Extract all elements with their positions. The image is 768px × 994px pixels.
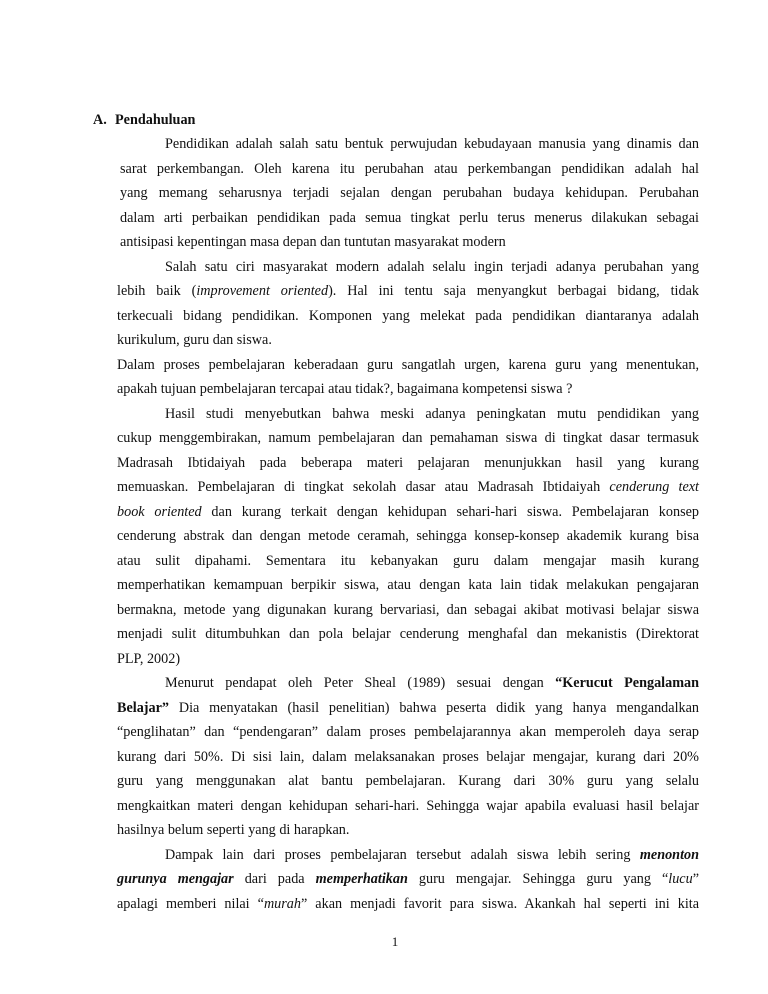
text-line: hasilnya belum seperti yang di harapkan.: [117, 822, 350, 838]
text-line: yang memang seharusnya terjadi sejalan dengan perubahan budaya kehidupan. Perubahan: [120, 185, 699, 201]
section-heading: [93, 110, 195, 130]
text-line: apakah tujuan pembelajaran tercapai atau tidak?, bagaimana kompetensi siswa ?: [117, 381, 573, 397]
text-line: kurikulum, guru dan siswa.: [117, 332, 272, 348]
text-run: ” akan menjadi favorit para siswa. Akankah hal seperti ini kita: [301, 895, 699, 912]
text-line: Salah satu ciri masyarakat modern adalah selalu ingin terjadi adanya perubahan yang: [165, 258, 699, 275]
text-run: guru mengajar. Sehingga guru yang “: [407, 871, 669, 887]
italic-term: cenderung text: [609, 479, 699, 495]
bold-italic-term: menonton: [639, 846, 699, 863]
text-line: [117, 869, 699, 889]
text-line: guru yang menggunakan alat bantu pembelajaran. Kurang dari 30% guru yang selalu: [117, 773, 699, 789]
text-line: memperhatikan kemampuan berpikir siswa, atau dengan kata lain tidak melakukan pengajaran: [117, 577, 699, 593]
text-line: [117, 502, 699, 522]
text-run: apalagi memberi nilai “: [117, 895, 264, 912]
bold-italic-term: memperhatikan: [315, 871, 408, 887]
text-line: [117, 477, 699, 497]
italic-term: improvement oriented: [196, 283, 329, 299]
text-line: menjadi sulit ditumbuhkan dan pola belajar cenderung menghafal dan mekanistis (Direktorat: [117, 626, 699, 642]
text-run: dan kurang terkait dengan kehidupan sehari-hari siswa. Pembelajaran konsep: [201, 503, 699, 520]
text-line: terkecuali bidang pendidikan. Komponen yang melekat pada pendidikan diantaranya adalah: [117, 307, 699, 324]
text-line: [117, 698, 699, 718]
text-line: PLP, 2002): [117, 650, 181, 667]
text-line: sarat perkembangan. Oleh karena itu perubahan atau perkembangan pendidikan adalah hal: [120, 160, 699, 177]
text-run: Menurut pendapat oleh Peter Sheal (1989) sesuai dengan: [165, 675, 556, 691]
text-line: [165, 673, 699, 693]
text-run: lebih baik (: [117, 283, 197, 299]
bold-term: “Kerucut Pengalaman: [555, 675, 700, 691]
text-run: ). Hal ini tentu saja menyangkut berbagai bidang, tidak: [328, 283, 699, 299]
text-run: memuaskan. Pembelajaran di tingkat sekolah dasar atau Madrasah Ibtidaiyah: [117, 479, 610, 495]
text-line: [117, 894, 699, 914]
bold-term: Belajar”: [117, 699, 170, 716]
text-line: antisipasi kepentingan masa depan dan tuntutan masyarakat modern: [120, 234, 506, 250]
text-line: cukup menggembirakan, namum pembelajaran dan pemahaman siswa di tingkat dasar termasuk: [117, 430, 699, 446]
text-line: Pendidikan adalah salah satu bentuk perwujudan kebudayaan manusia yang dinamis dan: [165, 136, 699, 152]
text-run: ”: [692, 871, 700, 887]
text-line: Madrasah Ibtidaiyah pada beberapa materi pelajaran menunjukkan hasil yang kurang: [117, 454, 699, 471]
text-line: mengkaitkan materi dengan kehidupan sehari-hari. Sehingga wajar apabila evaluasi hasil belajar: [117, 797, 699, 814]
text-line: [117, 281, 699, 301]
text-line: atau sulit dipahami. Sementara itu kebanyakan guru dalam mengajar masih kurang: [117, 552, 699, 569]
italic-term: murah: [263, 895, 301, 912]
text-line: [165, 845, 699, 865]
section-number: A.: [93, 112, 107, 128]
section-title: Pendahuluan: [115, 112, 196, 128]
text-run: dari pada: [233, 871, 316, 887]
text-run: Dampak lain dari proses pembelajaran tersebut adalah siswa lebih sering: [165, 846, 640, 863]
text-line: cenderung abstrak dan dengan metode ceramah, sehingga konsep-konsep akademik kurang bisa: [117, 528, 699, 544]
text-line: Hasil studi menyebutkan bahwa meski adanya peningkatan mutu pendidikan yang: [165, 405, 699, 422]
text-line: kurang dari 50%. Di sisi lain, dalam melaksanakan proses belajar mengajar, kurang dari 20%: [117, 748, 699, 765]
text-line: dalam arti perbaikan pendidikan pada semua tingkat perlu terus menerus dilakukan sebagai: [120, 209, 699, 226]
italic-term: book oriented: [117, 503, 202, 520]
italic-term: lucu: [668, 871, 693, 887]
text-line: Dalam proses pembelajaran keberadaan guru sangatlah urgen, karena guru yang menentukan,: [117, 356, 699, 373]
bold-italic-term: gurunya mengajar: [117, 871, 234, 887]
page-number: 1: [391, 934, 399, 949]
text-run: Dia menyatakan (hasil penelitian) bahwa peserta didik yang hanya mengandalkan: [169, 699, 699, 716]
text-line: “penglihatan” dan “pendengaran” dalam proses pembelajarannya akan memperoleh daya serap: [117, 724, 699, 740]
text-line: bermakna, metode yang digunakan kurang bervariasi, dan sebagai akibat motivasi belajar siswa: [117, 601, 699, 618]
